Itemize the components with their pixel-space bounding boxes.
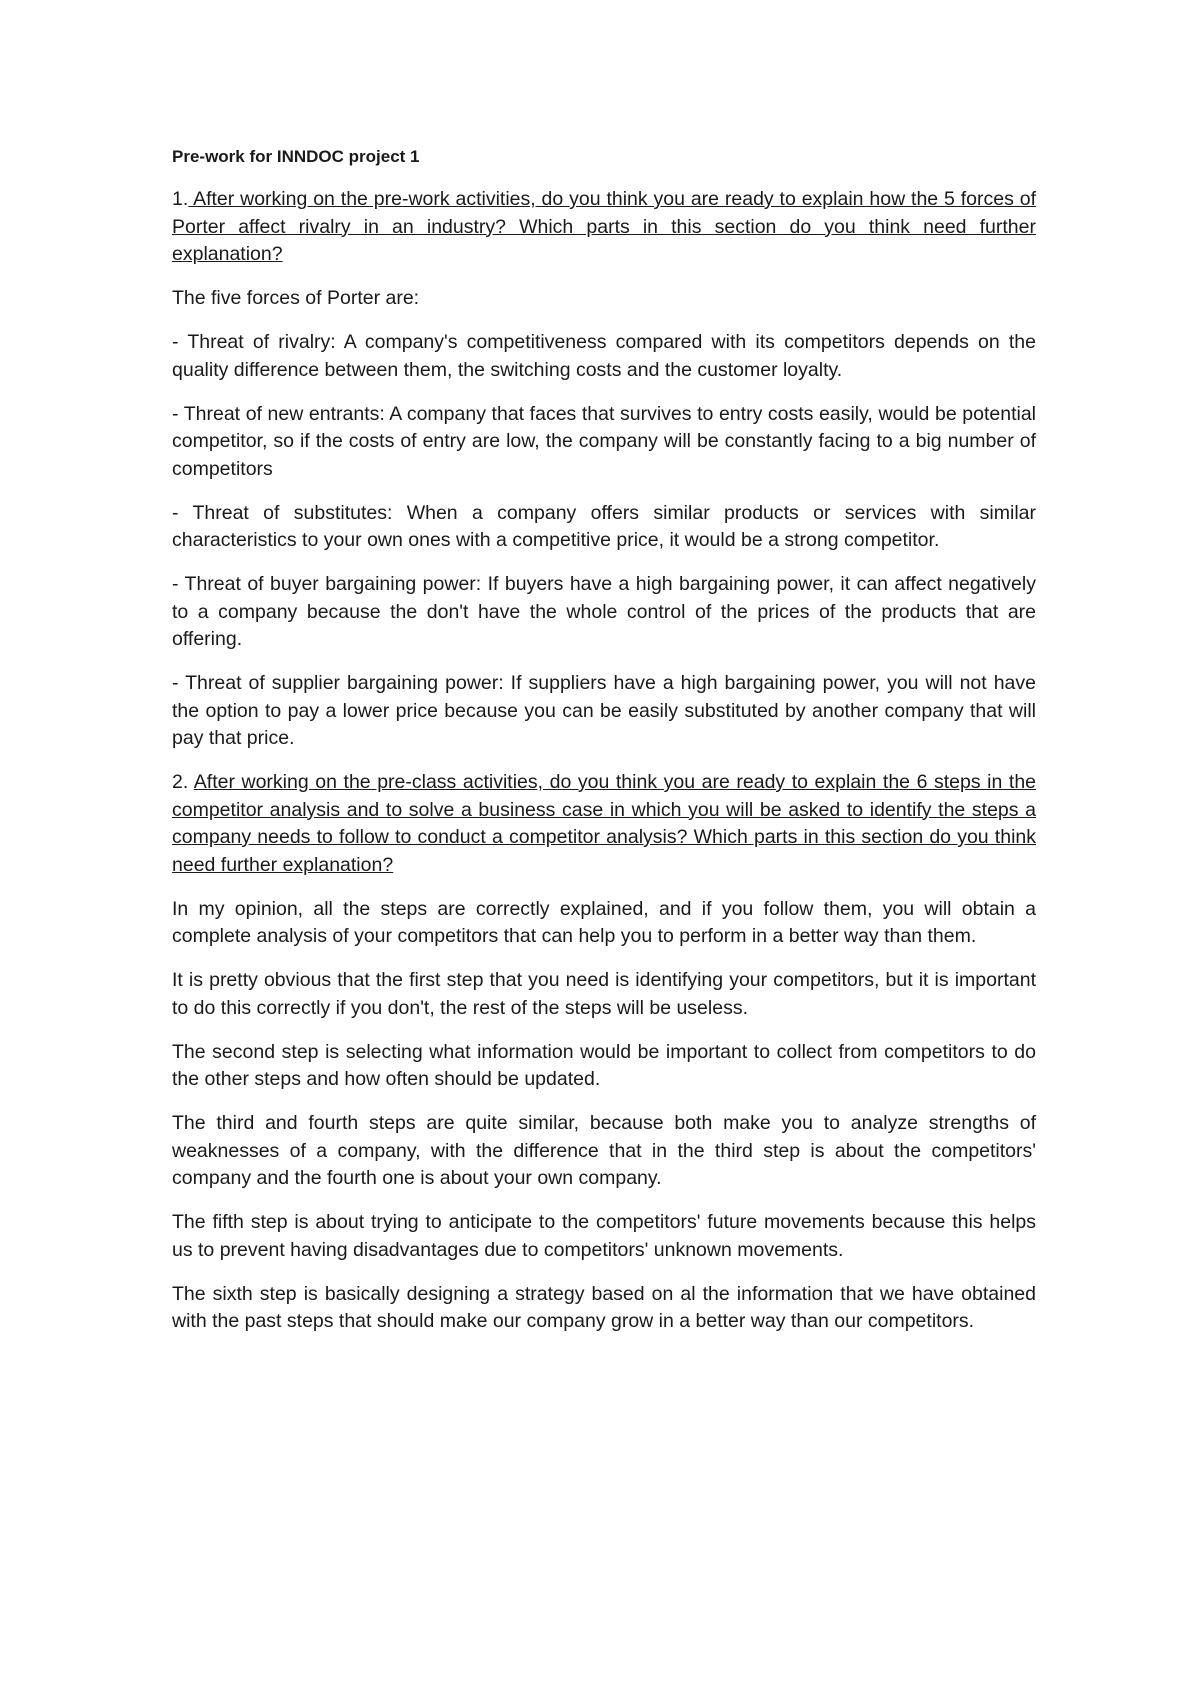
- answer-opinion: In my opinion, all the steps are correctly explained, and if you follow them, you will obtain a complete analysis of your competitors that can help you to perform in a better way than them.: [172, 897, 1036, 947]
- forces-intro: The five forces of Porter are:: [172, 287, 420, 309]
- force-substitutes: - Threat of substitutes: When a company offers similar products or services with similar characteristics to your own ones with a competitive price, it would be a strong competitor.: [172, 501, 1036, 551]
- question-2: [172, 769, 1036, 879]
- force-buyer-power: - Threat of buyer bargaining power: If buyers have a high bargaining power, it can affect negatively to a company because the don't have the whole control of the prices of the products that are offering.: [172, 573, 1036, 650]
- document-page: [172, 144, 1036, 1352]
- question-2-text: After working on the pre-class activities, do you think you are ready to explain the 6 steps in the competitor analysis and to solve a business case in which you will be asked to identify the steps a company needs to follow to conduct a competitor analysis? Which parts in this section do you think need further explanation?: [172, 771, 1037, 876]
- force-rivalry: - Threat of rivalry: A company's competitiveness compared with its competitors depends on the quality difference between them, the switching costs and the customer loyalty.: [172, 331, 1036, 381]
- question-1: [172, 186, 1036, 269]
- answer-step-2: The second step is selecting what information would be important to collect from competitors to do the other steps and how often should be updated.: [172, 1040, 1036, 1090]
- question-1-number: 1.: [172, 188, 189, 210]
- answer-step-3-4: The third and fourth steps are quite similar, because both make you to analyze strengths of weaknesses of a company, with the difference that in the third step is about the competitors' company and the fourth one is about your own company.: [172, 1112, 1036, 1189]
- force-supplier-power: - Threat of supplier bargaining power: If suppliers have a high bargaining power, you will not have the option to pay a lower price because you can be easily substituted by another company that will pay that price.: [172, 672, 1036, 749]
- document-title: Pre-work for INNDOC project 1: [172, 147, 420, 166]
- question-2-number: 2.: [172, 771, 194, 793]
- answer-step-1: It is pretty obvious that the first step that you need is identifying your competitors, but it is important to do this correctly if you don't, the rest of the steps will be useless.: [172, 969, 1036, 1019]
- question-1-text: After working on the pre-work activities, do you think you are ready to explain how the 5 forces of Porter affect rivalry in an industry? Which parts in this section do you think need further explanation?: [172, 188, 1036, 265]
- force-new-entrants: - Threat of new entrants: A company that faces that survives to entry costs easily, would be potential competitor, so if the costs of entry are low, the company will be constantly facing to a big number of competitors: [172, 402, 1036, 480]
- answer-step-5: The fifth step is about trying to anticipate to the competitors' future movements because this helps us to prevent having disadvantages due to competitors' unknown movements.: [172, 1211, 1036, 1261]
- answer-step-6: The sixth step is basically designing a strategy based on al the information that we have obtained with the past steps that should make our company grow in a better way than our competitors.: [172, 1282, 1036, 1332]
